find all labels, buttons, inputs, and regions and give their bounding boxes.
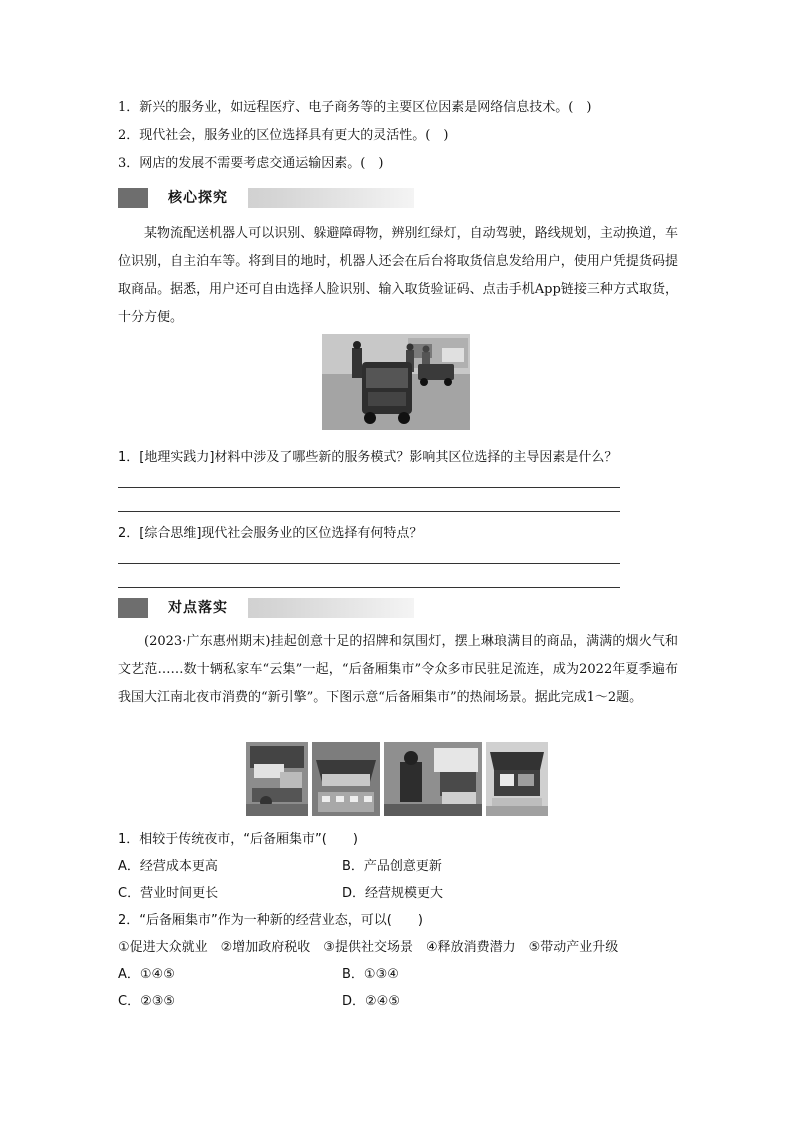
section-banner-practice: [118, 598, 414, 618]
answer-line: [118, 511, 620, 512]
delivery-robot-photo: [322, 334, 470, 430]
banner-mark: [118, 598, 148, 618]
section-title: 对点落实: [148, 598, 248, 618]
inquiry-question-1: 1．[地理实践力]材料中涉及了哪些新的服务模式？影响其区位选择的主导因素是什么？: [118, 450, 618, 465]
judgment-1: 1．新兴的服务业，如远程医疗、电子商务等的主要区位因素是网络信息技术。( ): [118, 100, 592, 115]
banner-mark: [118, 188, 148, 208]
question-2-items: ①促进大众就业 ②增加政府税收 ③提供社交场景 ④释放消费潜力 ⑤带动产业升级: [118, 940, 619, 955]
question-2-option-a[interactable]: A．①④⑤: [118, 967, 175, 982]
inquiry-question-2: 2．[综合思维]现代社会服务业的区位选择有何特点？: [118, 526, 423, 541]
material-paragraph-robot: 某物流配送机器人可以识别、躲避障碍物，辨别红绿灯，自动驾驶，路线规划，主动换道，车位识别，自主泊车等。将到目的地时，机器人还会在后台将取货信息发给用户，使用户凭提货码提取商品。据悉，用户还可自由选择人脸识别、输入取货验证码、点击手机App链接三种方式取货，十分方便。: [118, 226, 678, 325]
answer-line: [118, 563, 620, 564]
question-2-stem: 2．“后备厢集市”作为一种新的经营业态，可以( ): [118, 913, 423, 928]
question-1-option-b[interactable]: B．产品创意更新: [342, 859, 442, 874]
judgment-3: 3．网店的发展不需要考虑交通运输因素。( ): [118, 156, 384, 171]
material-paragraph-trunk-market: (2023·广东惠州期末)挂起创意十足的招牌和氛围灯，摆上琳琅满目的商品，满满的烟火气和文艺范……数十辆私家车“云集”一起，“后备厢集市”令众多市民驻足流连，成为2022年夏季遍布我国大江南北夜市消费的“新引擎”。下图示意“后备厢集市”的热闹场景。据此完成1～2题。: [118, 634, 678, 705]
trunk-market-photo-3: [384, 742, 482, 816]
section-banner-core-inquiry: [118, 188, 414, 208]
trunk-market-photo-4: [486, 742, 548, 816]
question-2-option-d[interactable]: D．②④⑤: [342, 994, 400, 1009]
question-2-option-b[interactable]: B．①③④: [342, 967, 399, 982]
trunk-market-photo-2: [312, 742, 380, 816]
answer-line: [118, 487, 620, 488]
answer-line: [118, 587, 620, 588]
question-1-option-d[interactable]: D．经营规模更大: [342, 886, 444, 901]
question-2-option-c[interactable]: C．②③⑤: [118, 994, 176, 1009]
judgment-2: 2．现代社会，服务业的区位选择具有更大的灵活性。( ): [118, 128, 449, 143]
section-title: 核心探究: [148, 188, 248, 208]
question-1-stem: 1．相较于传统夜市，“后备厢集市”( ): [118, 832, 358, 847]
question-1-option-c[interactable]: C．营业时间更长: [118, 886, 219, 901]
question-1-option-a[interactable]: A．经营成本更高: [118, 859, 218, 874]
trunk-market-photo-1: [246, 742, 308, 816]
